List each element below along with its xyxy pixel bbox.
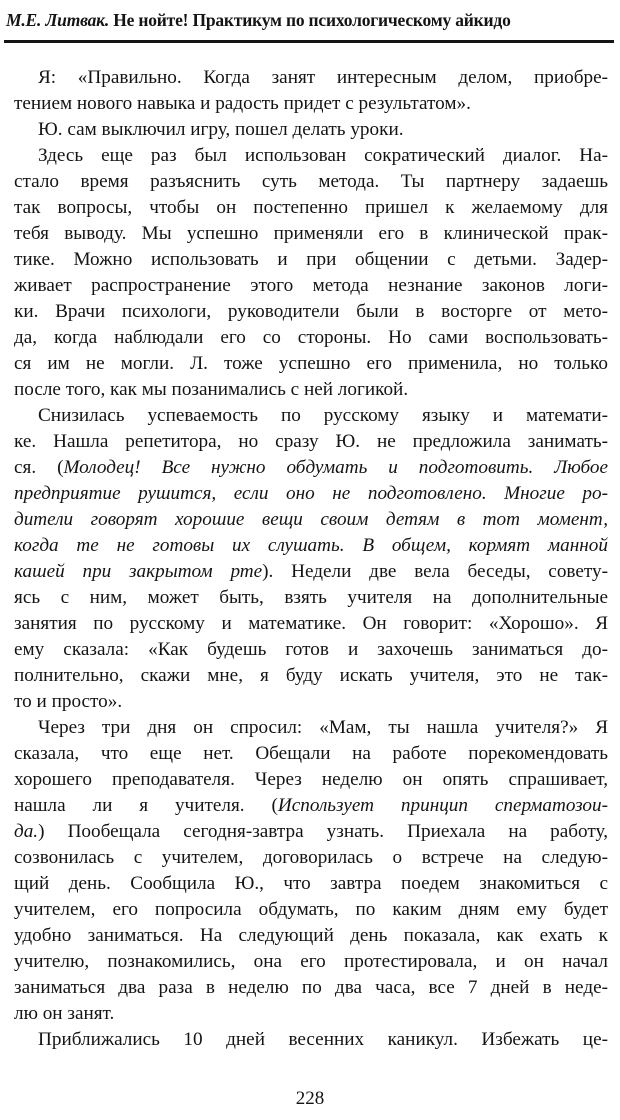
text-line <box>14 793 608 819</box>
text-span: хорошего преподавателя. Через неделю он опять спрашивает, <box>14 769 608 790</box>
text-line <box>14 299 608 325</box>
text-line <box>14 273 608 299</box>
text-span: щий день. Сообщила Ю., что завтра поедем знакомиться с <box>14 873 608 894</box>
text-span: удобно заниматься. На следующий день показала, как ехать к <box>14 925 608 946</box>
text-span: тике. Можно использовать и при общении с детьми. Задер- <box>14 249 608 270</box>
italic-text-span: предприятие рушится, если оно не подготовлено. Многие ро- <box>14 483 608 504</box>
text-line <box>14 611 608 637</box>
text-line <box>14 689 608 715</box>
text-line <box>14 429 608 455</box>
header-book-title: Не нойте! Практикум по психологическому айкидо <box>113 10 511 30</box>
text-span: учителем, его попросила обдумать, по каким дням ему будет <box>14 899 608 920</box>
text-line <box>14 741 608 767</box>
text-span: Снизилась успеваемость по русскому языку и математи- <box>38 405 608 426</box>
text-span: лю он занят. <box>14 1003 115 1024</box>
text-span: Ю. сам выключил игру, пошел делать уроки. <box>38 119 404 140</box>
italic-text-span: Молодец! Все нужно обдумать и подготовить. Любое <box>63 457 608 478</box>
text-span: ясь с ним, может быть, взять учителя на дополнительные <box>14 587 608 608</box>
text-line <box>14 1027 608 1053</box>
text-line <box>14 663 608 689</box>
text-span: Я: «Правильно. Когда занят интересным делом, приобре- <box>38 67 608 88</box>
header-rule <box>4 40 614 43</box>
text-span: Здесь еще раз был использован сократический диалог. На- <box>38 145 608 166</box>
text-line <box>14 637 608 663</box>
text-line <box>14 143 608 169</box>
text-span: так вопросы, чтобы он постепенно пришел к желаемому для <box>14 197 608 218</box>
text-line <box>14 455 608 481</box>
text-line <box>14 871 608 897</box>
text-span: учителю, познакомились, она его протестировала, и он начал <box>14 951 608 972</box>
text-line <box>14 923 608 949</box>
text-span: после того, как мы позанимались с ней логикой. <box>14 379 409 400</box>
italic-text-span: Использует принцип сперматозои- <box>277 795 608 816</box>
text-span: Приближались 10 дней весенних каникул. Избежать це- <box>38 1029 608 1050</box>
text-line <box>14 767 608 793</box>
text-span: нашла ли я учителя. ( <box>14 795 278 816</box>
text-span: тебя выводу. Мы успешно применяли его в клинической прак- <box>14 223 608 244</box>
header-author: М.Е. Литвак. <box>6 10 110 30</box>
text-span: ). Недели две вела беседы, совету- <box>262 561 608 582</box>
text-span: заниматься два раза в неделю по два часа, все 7 дней в неде- <box>14 977 608 998</box>
text-span: созвонилась с учителем, договорилась о встрече на следую- <box>14 847 608 868</box>
text-span: стало время разъяснить суть метода. Ты партнеру задаешь <box>14 171 608 192</box>
text-line <box>14 845 608 871</box>
text-span: да, когда наблюдали его со стороны. Но сами воспользовать- <box>14 327 608 348</box>
text-span: ) Пообещала сегодня-завтра узнать. Приехала на работу, <box>38 821 608 842</box>
text-span: занятия по русскому и математике. Он говорит: «Хорошо». Я <box>14 613 608 634</box>
text-line <box>14 221 608 247</box>
text-line <box>14 377 608 403</box>
text-line <box>14 325 608 351</box>
text-line <box>14 715 608 741</box>
text-span: Через три дня он спросил: «Мам, ты нашла учителя?» Я <box>38 717 608 738</box>
text-line <box>14 559 608 585</box>
text-line <box>14 351 608 377</box>
italic-text-span: дители говорят хорошие вещи своим детям в тот момент, <box>14 509 608 530</box>
text-span: то и просто». <box>14 691 123 712</box>
text-span: ке. Нашла репетитора, но сразу Ю. не предложила занимать- <box>14 431 608 452</box>
text-line <box>14 169 608 195</box>
text-line <box>14 1001 608 1027</box>
text-line <box>14 65 608 91</box>
text-line <box>14 949 608 975</box>
text-line <box>14 195 608 221</box>
text-line <box>14 247 608 273</box>
text-span: ся им не могли. Л. тоже успешно его применила, но только <box>14 353 608 374</box>
italic-text-span: да. <box>14 821 39 842</box>
italic-text-span: кашей при закрытом рте <box>14 561 263 582</box>
body-text <box>14 65 608 1053</box>
italic-text-span: когда те не готовы их слушать. В общем, кормят манной <box>14 535 608 556</box>
text-line <box>14 975 608 1001</box>
text-span: живает распространение этого метода незнание законов логи- <box>14 275 608 296</box>
running-header <box>6 6 612 34</box>
text-line <box>14 403 608 429</box>
text-span: тением нового навыка и радость придет с результатом». <box>14 93 471 114</box>
text-line <box>14 481 608 507</box>
text-line <box>14 91 608 117</box>
text-line <box>14 533 608 559</box>
text-line <box>14 507 608 533</box>
text-span: ся. ( <box>14 457 64 478</box>
text-line <box>14 819 608 845</box>
text-span: полнительно, скажи мне, я буду искать учителя, это не так- <box>14 665 608 686</box>
text-line <box>14 117 608 143</box>
text-span: ки. Врачи психологи, руководители были в восторге от мето- <box>14 301 608 322</box>
text-line <box>14 897 608 923</box>
text-line <box>14 585 608 611</box>
text-span: сказала, что еще нет. Обещали на работе порекомендовать <box>14 743 608 764</box>
page-number: 228 <box>295 1088 325 1109</box>
text-span: ему сказала: «Как будешь готов и захочешь заниматься до- <box>14 639 608 660</box>
